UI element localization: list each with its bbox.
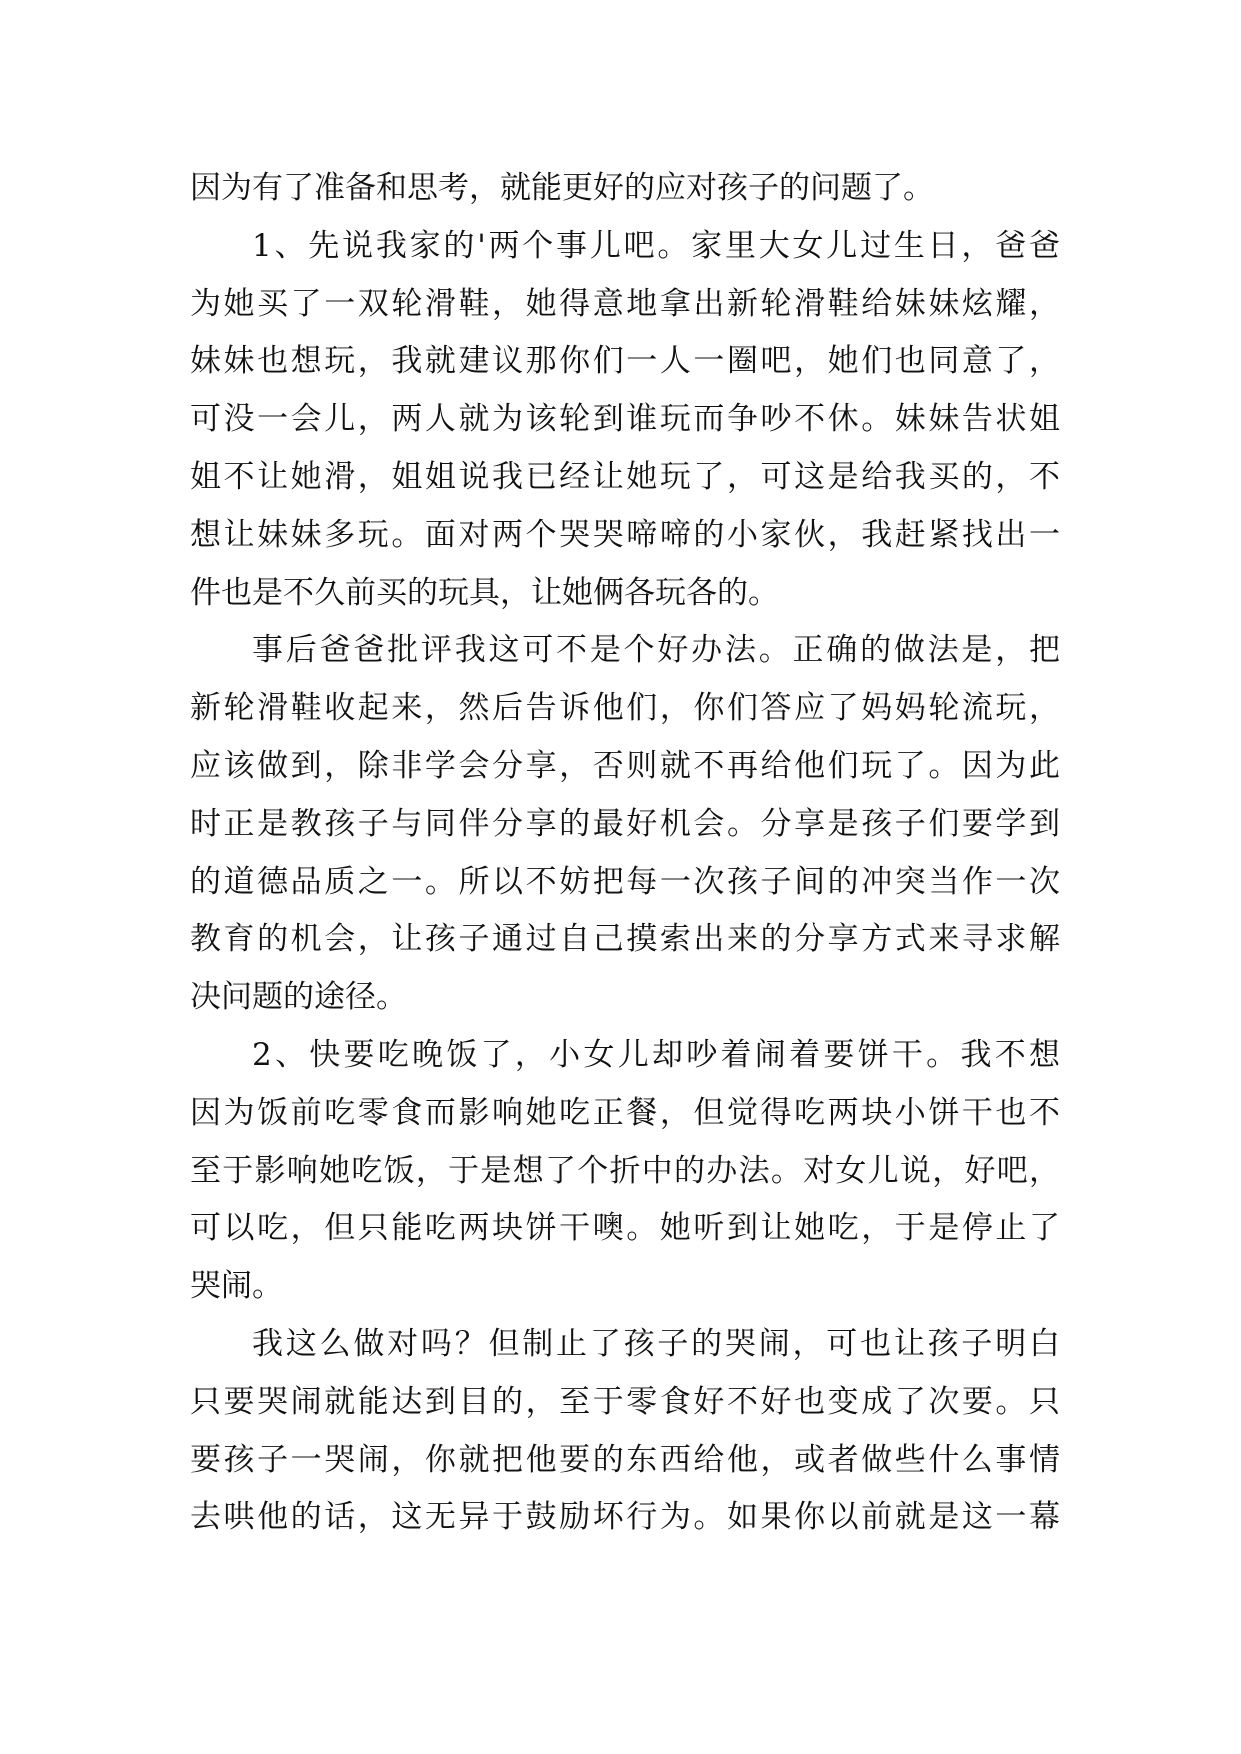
text-line: 只要哭闹就能达到目的，至于零食好不好也变成了次要。只 xyxy=(190,1383,1060,1420)
text-line: 姐不让她滑，姐姐说我已经让她玩了，可这是给我买的，不 xyxy=(190,458,1060,495)
text-line: 至于影响她吃饭，于是想了个折中的办法。对女儿说，好吧， xyxy=(190,1152,1060,1189)
document-body xyxy=(190,160,1060,1547)
text-line: 教育的机会，让孩子通过自己摸索出来的分享方式来寻求解 xyxy=(190,921,1060,958)
text-line: 可以吃，但只能吃两块饼干噢。她听到让她吃，于是停止了 xyxy=(190,1210,1060,1247)
text-line: 决问题的途径。 xyxy=(190,979,407,1016)
text-line: 可没一会儿，两人就为该轮到谁玩而争吵不休。妹妹告状姐 xyxy=(190,401,1060,438)
text-line: 时正是教孩子与同伴分享的最好机会。分享是孩子们要学到 xyxy=(190,805,1060,842)
text-line: 哭闹。 xyxy=(190,1268,283,1305)
text-line: 我这么做对吗？但制止了孩子的哭闹，可也让孩子明白 xyxy=(252,1325,1060,1362)
text-line: 件也是不久前买的玩具，让她俩各玩各的。 xyxy=(190,574,779,611)
text-line: 应该做到，除非学会分享，否则就不再给他们玩了。因为此 xyxy=(190,747,1060,784)
text-line: 妹妹也想玩，我就建议那你们一人一圈吧，她们也同意了， xyxy=(190,343,1060,380)
text-line: 因为饭前吃零食而影响她吃正餐，但觉得吃两块小饼干也不 xyxy=(190,1094,1060,1131)
text-line: 因为有了准备和思考，就能更好的应对孩子的问题了。 xyxy=(190,170,934,206)
text-line: 新轮滑鞋收起来，然后告诉他们，你们答应了妈妈轮流玩， xyxy=(190,690,1060,727)
text-line: 为她买了一双轮滑鞋，她得意地拿出新轮滑鞋给妹妹炫耀， xyxy=(190,285,1060,322)
text-line: 的道德品质之一。所以不妨把每一次孩子间的冲突当作一次 xyxy=(190,863,1060,900)
text-line: 1、先说我家的'两个事儿吧。家里大女儿过生日，爸爸 xyxy=(252,227,1060,264)
text-line: 想让妹妹多玩。面对两个哭哭啼啼的小家伙，我赶紧找出一 xyxy=(190,516,1060,553)
text-line: 2、快要吃晚饭了，小女儿却吵着闹着要饼干。我不想 xyxy=(252,1036,1060,1073)
text-line: 要孩子一哭闹，你就把他要的东西给他，或者做些什么事情 xyxy=(190,1441,1060,1478)
text-line: 去哄他的话，这无异于鼓励坏行为。如果你以前就是这一幕 xyxy=(190,1499,1060,1536)
text-line: 事后爸爸批评我这可不是个好办法。正确的做法是，把 xyxy=(252,632,1060,669)
